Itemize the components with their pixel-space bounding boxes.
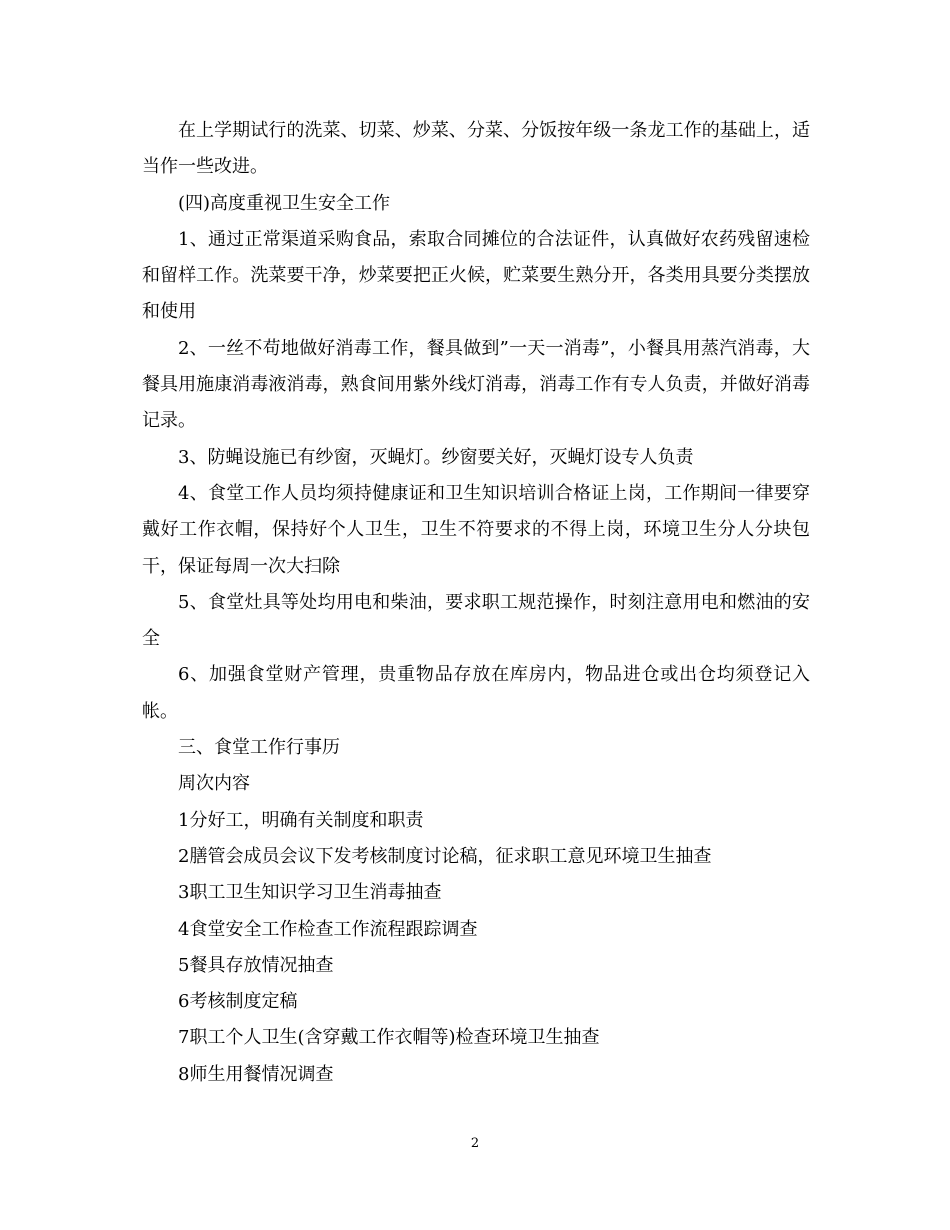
schedule-row-week-4: 4食堂安全工作检查工作流程跟踪调查 [178,918,478,940]
paragraph-item-5: 5、食堂灶具等处均用电和柴油，要求职工规范操作，时刻注意用电和燃油的安全 [142,591,810,650]
schedule-row-week-1: 1分好工，明确有关制度和职责 [178,809,424,831]
page-number: 2 [470,1136,480,1151]
schedule-row-week-2: 2膳管会成员会议下发考核制度讨论稿，征求职工意见环境卫生抽查 [178,845,712,867]
paragraph-item-1: 1、通过正常渠道采购食品，索取合同摊位的合法证件，认真做好农药残留速检和留样工作。洗菜要干净，炒菜要把正火候，贮菜要生熟分开，各类用具要分类摆放和使用 [142,228,810,323]
paragraph-item-4: 4、食堂工作人员均须持健康证和卫生知识培训合格证上岗，工作期间一律要穿戴好工作衣帽，保持好个人卫生，卫生不符要求的不得上岗，环境卫生分人分块包干，保证每周一次大扫除 [142,482,810,577]
paragraph-item-6: 6、加强食堂财产管理，贵重物品存放在库房内，物品进仓或出仓均须登记入帐。 [142,664,810,722]
section-heading-schedule: 三、食堂工作行事历 [178,737,340,759]
paragraph-item-3: 3、防蝇设施已有纱窗，灭蝇灯。纱窗要关好，灭蝇灯设专人负责 [178,446,694,468]
schedule-row-week-7: 7职工个人卫生(含穿戴工作衣帽等)检查环境卫生抽查 [178,1027,600,1049]
schedule-row-week-5: 5餐具存放情况抽查 [178,954,334,976]
paragraph-intro: 在上学期试行的洗菜、切菜、炒菜、分菜、分饭按年级一条龙工作的基础上，适当作一些改进。 [142,120,810,178]
section-heading-hygiene-safety: (四)高度重视卫生安全工作 [178,192,391,214]
document-body [142,113,810,1093]
paragraph-item-2: 2、一丝不苟地做好消毒工作，餐具做到”一天一消毒”，小餐具用蒸汽消毒，大餐具用施康消毒液消毒，熟食间用紫外线灯消毒，消毒工作有专人负责，并做好消毒记录。 [142,337,810,432]
schedule-row-week-6: 6考核制度定稿 [178,991,298,1013]
schedule-header: 周次内容 [178,773,250,795]
schedule-row-week-3: 3职工卫生知识学习卫生消毒抽查 [178,882,442,904]
schedule-row-week-8: 8师生用餐情况调查 [178,1063,334,1085]
